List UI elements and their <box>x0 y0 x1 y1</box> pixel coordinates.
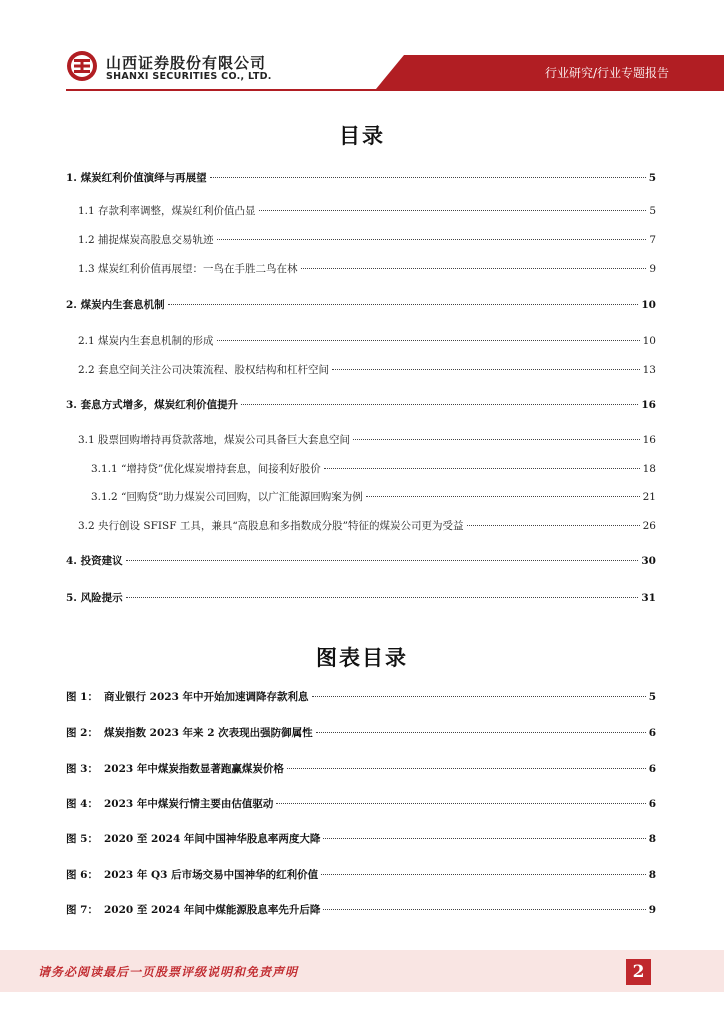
figure-entry-2[interactable] <box>66 725 656 740</box>
company-name-cn: 山西证券股份有限公司 <box>106 54 267 72</box>
dot-leader <box>332 369 640 370</box>
toc-entry-page: 21 <box>642 491 656 503</box>
toc-entry-label: 3. 套息方式增多，煤炭红利价值提升 <box>66 399 239 411</box>
toc-entry-label: 3.1.2 “回购贷”助力煤炭公司回购，以广汇能源回购案为例 <box>91 491 363 503</box>
figure-number: 图 3： <box>66 763 98 775</box>
page-header <box>0 0 724 95</box>
figure-page: 8 <box>648 833 656 845</box>
dot-leader <box>287 768 646 769</box>
figure-label: 2023 年 Q3 后市场交易中国神华的红利价值 <box>104 869 319 881</box>
toc-entry-5[interactable] <box>66 590 656 605</box>
toc-entry-page: 31 <box>641 592 656 604</box>
figure-entry-5[interactable] <box>66 831 656 846</box>
toc-entry-label: 1.2 捕捉煤炭高股息交易轨迹 <box>78 234 214 246</box>
figure-entry-1[interactable] <box>66 689 656 704</box>
toc-entry-page: 30 <box>641 555 656 567</box>
toc-entry-1-2[interactable] <box>78 232 656 247</box>
dot-leader <box>323 838 645 839</box>
toc-entry-1-3[interactable] <box>78 261 656 276</box>
toc-entry-1-1[interactable] <box>78 203 656 218</box>
toc-entry-label: 3.1.1 “增持贷”优化煤炭增持套息，间接利好股价 <box>91 463 321 475</box>
figure-number: 图 1： <box>66 691 98 703</box>
toc-entry-4[interactable] <box>66 553 656 568</box>
company-logo-icon <box>66 50 98 82</box>
figure-page: 6 <box>648 798 656 810</box>
toc-entry-label: 4. 投资建议 <box>66 555 123 567</box>
figure-entry-6[interactable] <box>66 867 656 882</box>
figure-page: 6 <box>648 763 656 775</box>
figure-label: 2023 年中煤炭行情主要由估值驱动 <box>104 798 274 810</box>
figures-title: 图表目录 <box>316 646 408 670</box>
figure-number: 图 5： <box>66 833 98 845</box>
toc-entry-2[interactable] <box>66 297 656 312</box>
toc-entry-3-1[interactable] <box>78 432 656 447</box>
toc-entry-page: 7 <box>649 234 656 246</box>
toc-entry-3-1-1[interactable] <box>91 461 656 476</box>
dot-leader <box>316 732 646 733</box>
figure-entry-3[interactable] <box>66 761 656 776</box>
toc-entry-label: 1.1 存款利率调整，煤炭红利价值凸显 <box>78 205 256 217</box>
toc-entry-3[interactable] <box>66 397 656 412</box>
toc-entry-2-1[interactable] <box>78 333 656 348</box>
toc-entry-label: 1. 煤炭红利价值演绎与再展望 <box>66 172 207 184</box>
dot-leader <box>467 525 640 526</box>
toc-entry-page: 16 <box>642 434 656 446</box>
toc-entry-page: 13 <box>642 364 656 376</box>
toc-title: 目录 <box>339 124 385 148</box>
report-type-label: 行业研究/行业专题报告 <box>544 66 669 80</box>
dot-leader <box>324 468 640 469</box>
figure-number: 图 7： <box>66 904 98 916</box>
dot-leader <box>259 210 647 211</box>
toc-entry-label: 2. 煤炭内生套息机制 <box>66 299 165 311</box>
dot-leader <box>210 177 646 178</box>
dot-leader <box>168 304 639 305</box>
dot-leader <box>217 239 647 240</box>
toc-entry-page: 9 <box>649 263 656 275</box>
figure-number: 图 2： <box>66 727 98 739</box>
figure-number: 图 4： <box>66 798 98 810</box>
company-name-en: SHANXI SECURITIES CO., LTD. <box>106 71 272 82</box>
figure-label: 2020 至 2024 年间中煤能源股息率先升后降 <box>104 904 321 916</box>
toc-entry-page: 26 <box>642 520 656 532</box>
toc-entry-2-2[interactable] <box>78 362 656 377</box>
dot-leader <box>126 560 639 561</box>
dot-leader <box>312 696 646 697</box>
toc-entry-label: 3.2 央行创设 SFISF 工具，兼具“高股息和多指数成分股”特征的煤炭公司更为受益 <box>78 520 464 532</box>
figure-page: 9 <box>648 904 656 916</box>
toc-entry-label: 1.3 煤炭红利价值再展望：一鸟在手胜二鸟在林 <box>78 263 298 275</box>
toc-entry-label: 2.2 套息空间关注公司决策流程、股权结构和杠杆空间 <box>78 364 330 376</box>
dot-leader <box>301 268 647 269</box>
dot-leader <box>217 340 640 341</box>
toc-entry-3-1-2[interactable] <box>91 489 656 504</box>
toc-entry-page: 16 <box>641 399 656 411</box>
figure-label: 商业银行 2023 年中开始加速调降存款利息 <box>104 691 309 703</box>
toc-entry-page: 5 <box>649 205 656 217</box>
footer-disclaimer: 请务必阅读最后一页股票评级说明和免责声明 <box>38 965 299 979</box>
toc-entry-label: 2.1 煤炭内生套息机制的形成 <box>78 335 214 347</box>
toc-entry-page: 5 <box>648 172 656 184</box>
figure-label: 煤炭指数 2023 年来 2 次表现出强防御属性 <box>104 727 313 739</box>
toc-entry-label: 3.1 股票回购增持再贷款落地，煤炭公司具备巨大套息空间 <box>78 434 351 446</box>
toc-entry-3-2[interactable] <box>78 518 656 533</box>
dot-leader <box>276 803 645 804</box>
figure-page: 5 <box>648 691 656 703</box>
figure-page: 8 <box>648 869 656 881</box>
header-divider <box>66 89 724 91</box>
page-number: 2 <box>626 959 651 985</box>
toc-entry-page: 10 <box>641 299 656 311</box>
figure-number: 图 6： <box>66 869 98 881</box>
toc-entry-page: 18 <box>642 463 656 475</box>
dot-leader <box>366 496 640 497</box>
dot-leader <box>323 909 645 910</box>
dot-leader <box>241 404 638 405</box>
figure-label: 2023 年中煤炭指数显著跑赢煤炭价格 <box>104 763 284 775</box>
toc-entry-1[interactable] <box>66 170 656 185</box>
figure-entry-4[interactable] <box>66 796 656 811</box>
figure-label: 2020 至 2024 年间中国神华股息率两度大降 <box>104 833 321 845</box>
figure-page: 6 <box>648 727 656 739</box>
toc-entry-page: 10 <box>642 335 656 347</box>
dot-leader <box>353 439 640 440</box>
dot-leader <box>321 874 646 875</box>
figure-entry-7[interactable] <box>66 902 656 917</box>
dot-leader <box>126 597 639 598</box>
toc-entry-label: 5. 风险提示 <box>66 592 123 604</box>
